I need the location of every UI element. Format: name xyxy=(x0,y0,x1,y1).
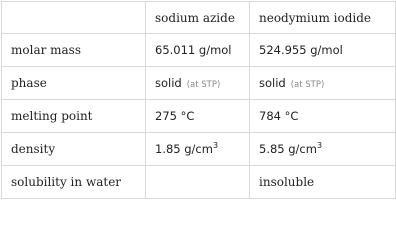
cell-neodymium-iodide-density xyxy=(250,133,396,166)
table-row-molar-mass xyxy=(2,34,396,67)
properties-table-container xyxy=(1,1,395,201)
density-exponent: 3 xyxy=(316,141,323,150)
cell-neodymium-iodide-molar-mass: 524.955 g/mol xyxy=(250,34,396,67)
table-header-row xyxy=(2,2,396,34)
phase-note: (at STP) xyxy=(290,80,325,90)
row-label-phase: phase xyxy=(2,67,146,100)
table-row-solubility-in-water xyxy=(2,166,396,199)
density-exponent: 3 xyxy=(212,141,219,150)
row-label-melting-point: melting point xyxy=(2,100,146,133)
phase-note: (at STP) xyxy=(186,80,221,90)
cell-sodium-azide-density xyxy=(146,133,250,166)
cell-sodium-azide-phase xyxy=(146,67,250,100)
cell-sodium-azide-molar-mass: 65.011 g/mol xyxy=(146,34,250,67)
cell-sodium-azide-solubility xyxy=(146,166,250,199)
cell-sodium-azide-melting-point: 275 °C xyxy=(146,100,250,133)
table-row-melting-point xyxy=(2,100,396,133)
cell-neodymium-iodide-phase xyxy=(250,67,396,100)
row-label-molar-mass: molar mass xyxy=(2,34,146,67)
row-label-solubility-in-water: solubility in water xyxy=(2,166,146,199)
cell-neodymium-iodide-solubility: insoluble xyxy=(250,166,396,199)
density-value: 1.85 g/cm xyxy=(155,142,213,156)
cell-neodymium-iodide-melting-point: 784 °C xyxy=(250,100,396,133)
density-value: 5.85 g/cm xyxy=(259,142,317,156)
header-sodium-azide: sodium azide xyxy=(146,2,250,34)
row-label-density: density xyxy=(2,133,146,166)
table-row-phase xyxy=(2,67,396,100)
phase-value: solid xyxy=(155,76,182,90)
header-empty-cell xyxy=(2,2,146,34)
header-neodymium-iodide: neodymium iodide xyxy=(250,2,396,34)
table-row-density xyxy=(2,133,396,166)
properties-table xyxy=(1,1,396,199)
phase-value: solid xyxy=(259,76,286,90)
